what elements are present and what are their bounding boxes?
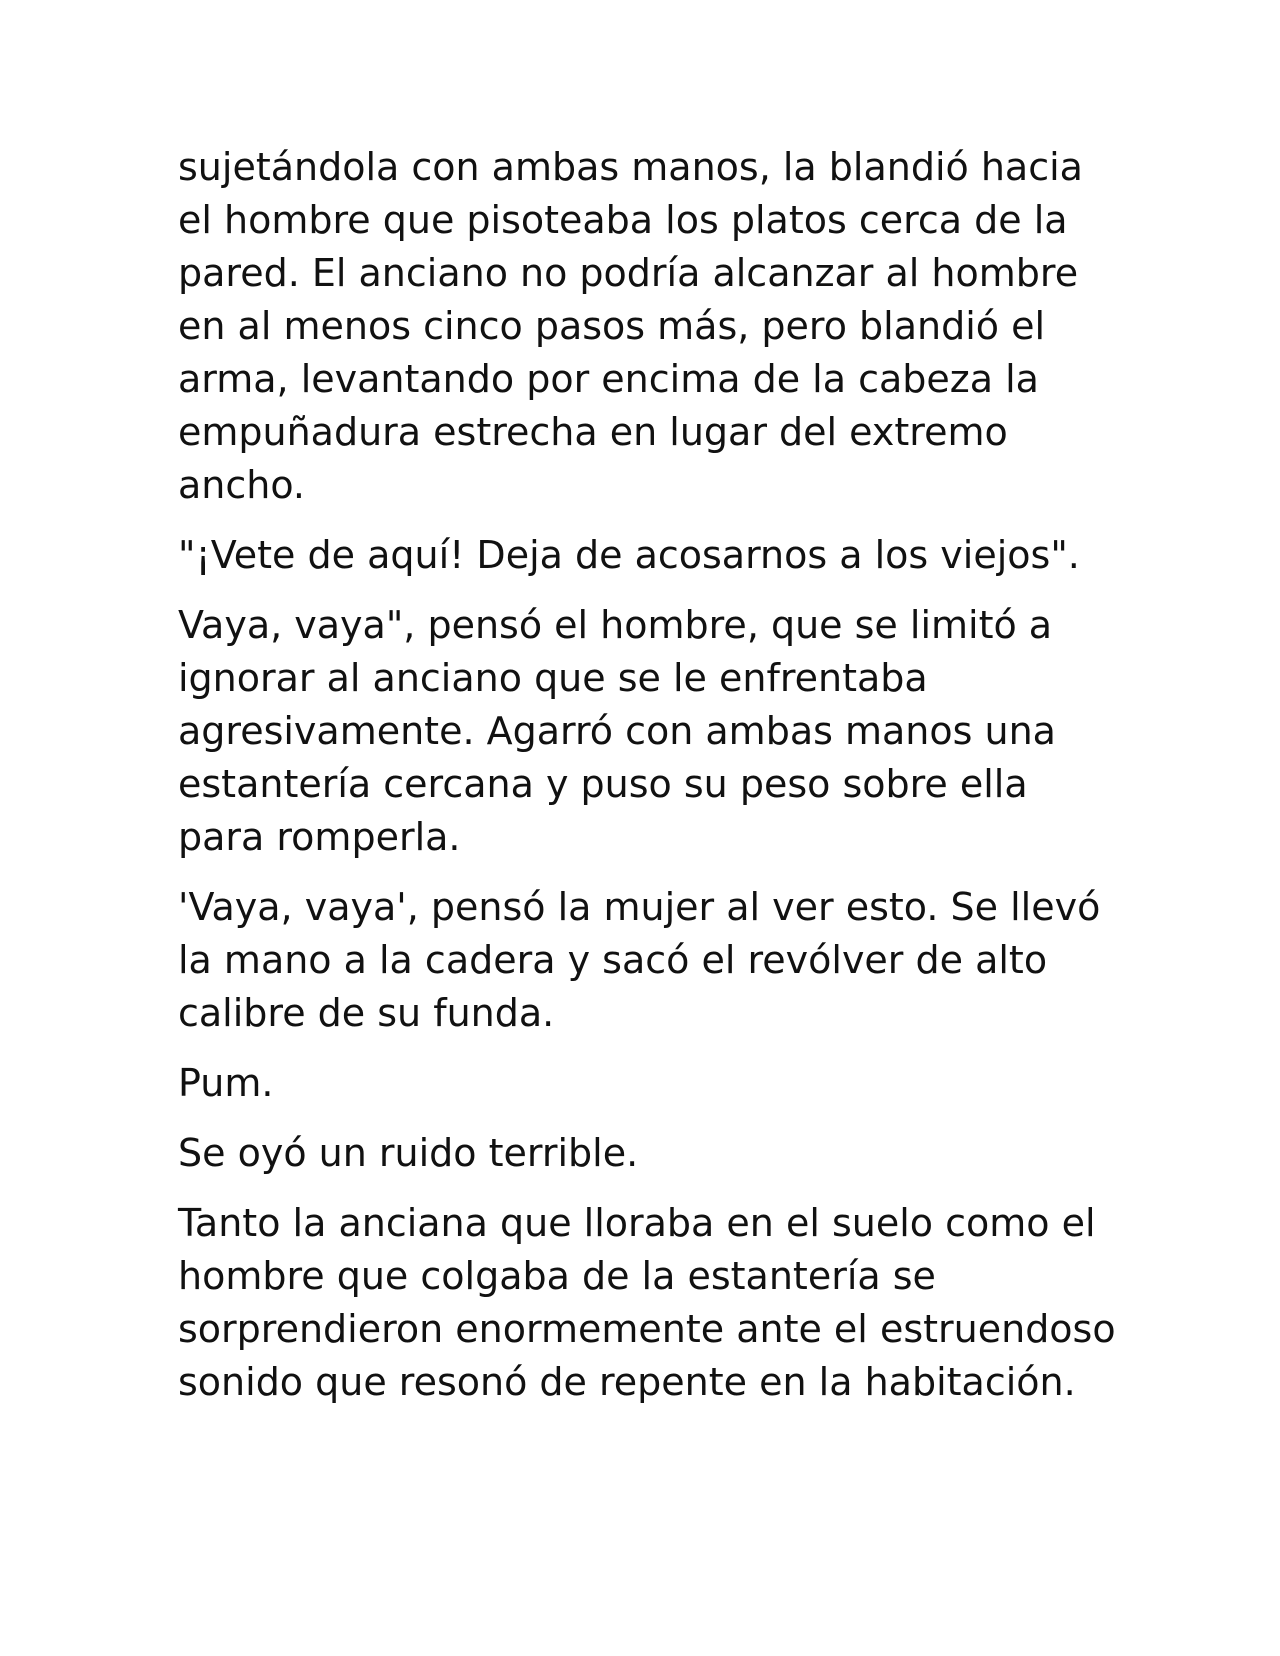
- paragraph-6: Se oyó un ruido terrible.: [178, 1131, 639, 1175]
- paragraph-4: 'Vaya, vaya', pensó la mujer al ver esto. Se llevó la mano a la cadera y sacó el revólver de alto calibre de su funda.: [178, 885, 1101, 1035]
- paragraph-1: sujetándola con ambas manos, la blandió hacia el hombre que pisoteaba los platos cerca de la pared. El anciano no podría alcanzar al hombre en al menos cinco pasos más, pero blandió el arma, levantando por encima de la cabeza la empuñadura estrecha en lugar del extremo ancho.: [178, 145, 1083, 507]
- document-page: [178, 141, 1118, 1426]
- paragraph-7: Tanto la anciana que lloraba en el suelo como el hombre que colgaba de la estantería se sorprendieron enormemente ante el estruendoso sonido que resonó de repente en la habitación.: [178, 1201, 1116, 1404]
- paragraph-5: Pum.: [178, 1061, 274, 1105]
- paragraph-2: "¡Vete de aquí! Deja de acosarnos a los viejos".: [178, 533, 1080, 577]
- paragraph-3: Vaya, vaya", pensó el hombre, que se limitó a ignorar al anciano que se le enfrentaba agresivamente. Agarró con ambas manos una estantería cercana y puso su peso sobre ella para romperla.: [178, 603, 1056, 859]
